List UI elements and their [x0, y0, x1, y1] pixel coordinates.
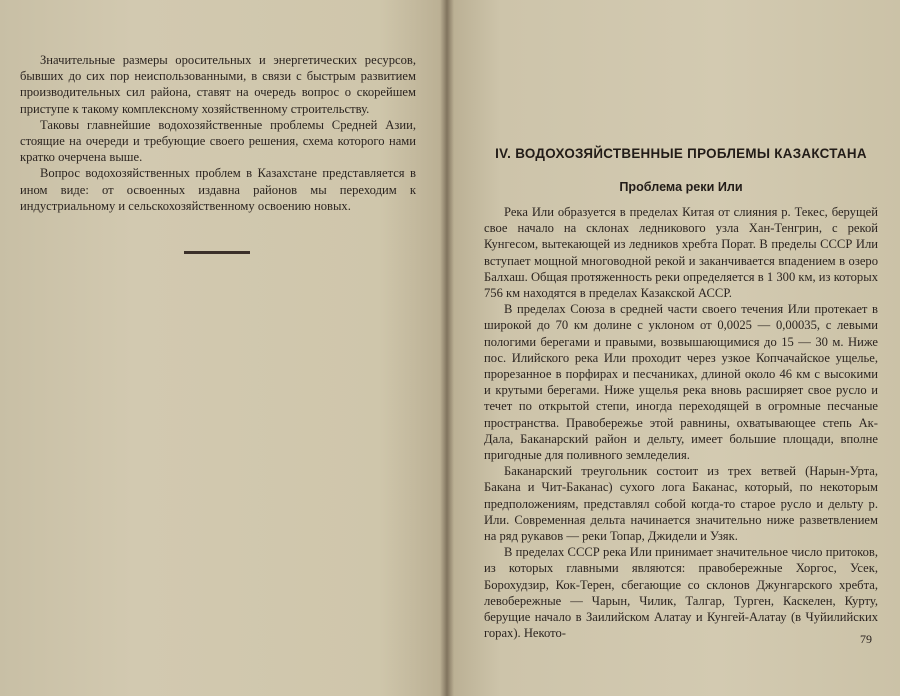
left-page-text	[20, 52, 416, 214]
chapter-title: IV. ВОДОХОЗЯЙСТВЕННЫЕ ПРОБЛЕМЫ КАЗАКСТАНА	[495, 146, 867, 161]
section-title: Проблема реки Или	[619, 180, 743, 194]
right-paragraph: В пределах Союза в средней части своего течения Или протекает в широкой до 70 км долине с уклоном от 0,0025 — 0,00035, с левыми пологими берегами и правыми, возвышающимися до 15 — 30 м. Ниже пос. Илийского река Или проходит через узкое Копчачайское ущелье, прорезанное в порфирах и песчаниках, длиной около 46 км с высокими и крутыми берегами. Ниже ущелья река вновь расширяет свое русло и течет по открытой степи, иногда переходящей в огромные песчаные пространства. Правобережье этой равнины, охватывающее степь Ак-Дала, Баканарский район и дельту, имеет большие площади, вполне пригодные для поливного земледелия.	[484, 302, 878, 463]
left-paragraph: Вопрос водохозяйственных проблем в Казахстане представляется в ином виде: от освоенных издавна районов мы переходим к индустриальному и сельскохозяйственному освоению новых.	[20, 166, 416, 213]
left-page	[0, 0, 446, 696]
right-paragraph: Река Или образуется в пределах Китая от слияния р. Текес, берущей свое начало на склонах ледникового узла Хан-Тенгрин, с рекой Кунгесом, вытекающей из ледников хребта Порат. В пределы СССР Или вступает мощной многоводной рекой и заканчивается впадением в озеро Балхаш. Общая протяженность реки определяется в 1 300 км, из которых 756 км находятся в пределах Казакской АССР.	[484, 205, 878, 301]
page-number: 79	[860, 632, 872, 646]
right-paragraph: В пределах СССР река Или принимает значительное число притоков, из которых главными являются: правобережные Хоргос, Усек, Борохудзир, Кок-Терен, сбегающие со склонов Джунгарского хребта, левобережные — Чарын, Чилик, Талгар, Турген, Каскелен, Курту, берущие начало в Заилийском Алатау и Кунгей-Алатау (в Чуйилийских горах). Некото-	[484, 545, 878, 641]
left-paragraph: Значительные размеры оросительных и энергетических ресурсов, бывших до сих пор неиспользованными, в связи с быстрым развитием производительных сил района, ставят на очередь вопрос о скорейшем приступе к такому комплексному хозяйственному строительству.	[20, 53, 416, 116]
book-gutter	[440, 0, 454, 696]
right-page-text	[484, 204, 878, 641]
section-divider	[184, 251, 250, 254]
right-paragraph: Баканарский треугольник состоит из трех ветвей (Нарын-Урта, Бакана и Чит-Баканас) сухого лога Баканас, который, по некоторым предположениям, представлял собой когда-то старое русло и дельту р. Или. Современная дельта начинается значительно ниже разветвлением на ряд рукавов — реки Топар, Джидели и Узяк.	[484, 464, 878, 544]
left-paragraph: Таковы главнейшие водохозяйственные проблемы Средней Азии, стоящие на очереди и требующие своего решения, схема которого нами кратко очерчена выше.	[20, 117, 416, 165]
